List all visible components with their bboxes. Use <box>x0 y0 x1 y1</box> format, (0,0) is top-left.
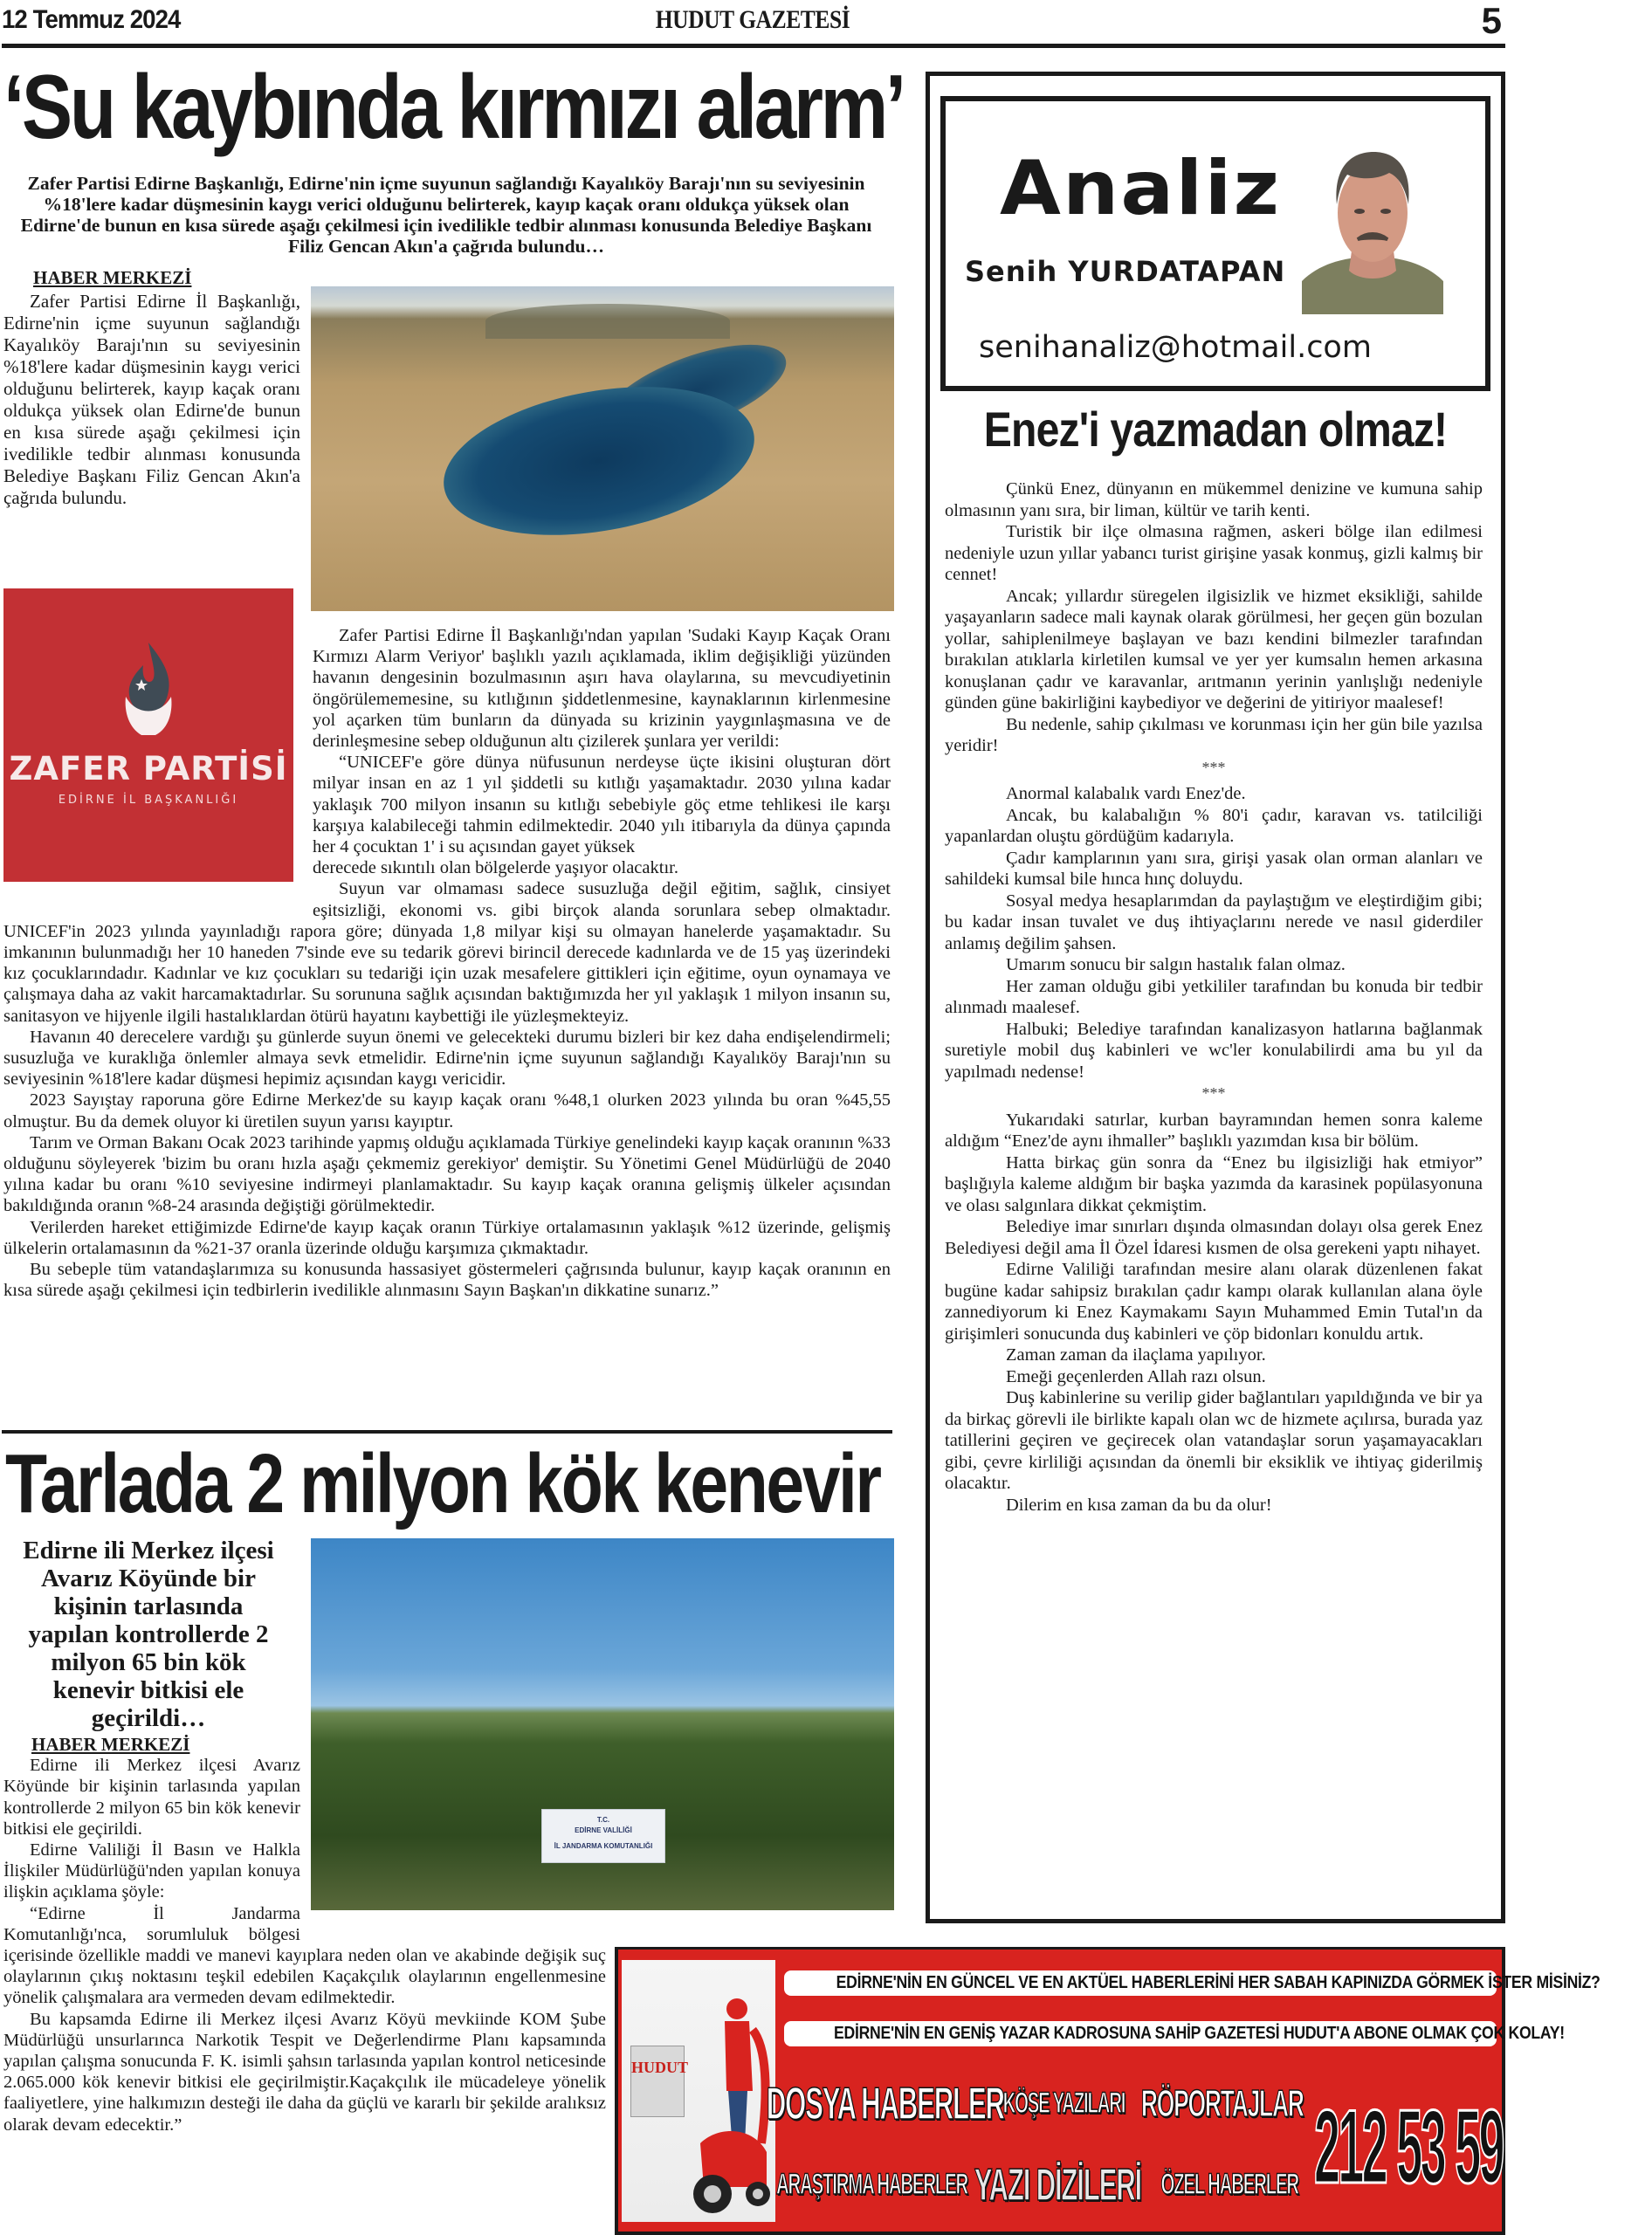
ad-category-row <box>776 2144 1308 2225</box>
body-paragraph: Suyun var olmaması sadece susuzluğa değil eğitim, sağlık, cinsiyet eşitsizliği, ekonomi vs. gibi birçok alanda sorunlara sebep olmaktadır. UNICEF'in 2023 yılında yayınladığı rapora göre; dünyada 1,8 milyar kişi su olmayan hanelerde yaşamaktadır. Su imkanının bulunmadığı her 10 haneden 7'sinde eve su tedarik görevi birincil derecede kadınlarda ve de 15 yaş üzerindeki kız çocuklarındadır. Kadınlar ve kız çocukları su tedariği için uzak mesafelere gittikleri için eğitime, oyun oynamaya ve çalışmaya daha az vakit harcamaktadırlar. Su sorununa sağlık açısından baktığımızda her yıl yaklaşık 1 milyon insanın su, sanitasyon ve hijyenle ilgili hastalıklardan ötürü hayatını kaybettiği ile yüzleşmekteyiz. <box>3 879 891 1026</box>
column-paragraph: Bu nedenle, sahip çıkılması ve korunması için her gün bile yazılsa yeridir! <box>945 714 1483 755</box>
masthead <box>2 0 1505 49</box>
logo-party-name: ZAFER PARTİSİ <box>9 750 288 787</box>
column-paragraph: Halbuki; Belediye tarafından kanalizasyon hatlarına bağlanmak suretiyle mobil duş kabinleri ve wc'ler konulabilirdi ama bu yıl da yapılmadı nedense! <box>945 1019 1483 1082</box>
column-paragraph: Dilerim en kısa zaman da bu da olur! <box>1006 1495 1272 1515</box>
column-paragraph: Çadır kamplarının yanı sıra, girişi yasak olan orman alanları ve sahildeki kumsal bile hınca hınç doluydu. <box>945 848 1483 889</box>
body-paragraph: Havanın 40 derecelere vardığı şu günlerde suyun önemi ve gelecekteki durumu bizleri bir kez daha endişelendirmeli; susuzluğa ve kuraklığa önlemler almaya sevk etmelidir. Edirne'nin içme suyunun sağlandığı Kayalıköy Barajı'nın su seviyesinin %18'lere kadar düşmesi hepimiz açısından kaygı vericidir. <box>3 1027 891 1090</box>
column-paragraph: Çünkü Enez, dünyanın en mükemmel denizine ve kumuna sahip olmasının yanı sıra, bir liman, kültür ve tarih kenti. <box>945 479 1483 520</box>
water-article-intro: Zafer Partisi Edirne İl Başkanlığı, Edirne'nin içme suyunun sağlandığı Kayalıköy Barajı'nın su seviyesinin %18'lere kadar düşmesinin kaygı verici olduğunu belirterek, kayıp kaçak oranı oldukça yüksek olan Edirne'de bunun en kısa sürede aşağı çekilmesi için ivedilikle tedbir alınması konusunda Belediye Başkanı Filiz Gencan Akın'a çağrıda bulundu. <box>3 291 300 508</box>
column-headline: Enez'i yazmadan olmaz! <box>983 402 1448 457</box>
body-paragraph: Tarım ve Orman Bakanı Ocak 2023 tarihinde yapmış olduğu açıklamada Türkiye genelindeki kayıp kaçak oranının %33 olduğunu söyleyerek 'bizim bu oranı hızla aşağı çekmemiz gerekiyor' demiştir. Su Yönetimi Genel Müdürlüğü de 2040 yılına kadar bu oranı %10 seviyesine indirmeyi planlamaktadır. Su kayıp kaçak oranına gelişmiş ülkeler açısından bakıldığında oranın %8-24 arasında değiştiği görülmektedir. <box>3 1132 891 1216</box>
column-paragraph: Yukarıdaki satırlar, kurban bayramından hemen sonra kaleme aldığım “Enez'de aynı ihmaller” başlıklı yazımdan kısa bir bölüm. <box>945 1110 1483 1151</box>
water-article-lead: Zafer Partisi Edirne Başkanlığı, Edirne'nin içme suyunun sağlandığı Kayalıköy Barajı'nın su seviyesinin %18'lere kadar düşmesinin kaygı verici olduğunu belirterek, kayıp kaçak oranı oldukça yüksek olan Edirne'de bunun en kısa sürede aşağı çekilmesi için ivedilikle tedbir alınması konusunda Belediye Başkanı Filiz Gencan Akın'a çağrıda bulundu… <box>20 173 872 257</box>
section-separator: *** <box>1201 1084 1226 1102</box>
ad-category: DOSYA HABERLER <box>766 2078 1005 2129</box>
ad-category: YAZI DİZİLERİ <box>974 2159 1141 2211</box>
hemp-article-headline: Tarlada 2 milyon kök kenevir <box>5 1437 880 1530</box>
column-paragraph: Hatta birkaç gün sonra da “Enez bu ilgisizliği hak etmiyor” başlığıyla kaleme aldığım bir başka yazımda da karasinek popülasyonuna ve olası salgınlara dikkat çekmiştim. <box>945 1152 1483 1215</box>
column-paragraph: Duş kabinlerine su verilip gider bağlantıları yapıldığında ve bir ya da birkaç görevli ile birlikte kapalı olan wc de hizmete açılırsa, burada yaz tatillerini geçiren ve geçirecek olan vatandaşlar sorun yaşamayacakları gibi, çevre kirliliği açısından da önemli bir eksiklik ve ihtiyaç giderilmiş olacaktır. <box>945 1388 1483 1493</box>
ad-category-box <box>1151 2168 1308 2202</box>
water-article-byline: HABER MERKEZİ <box>33 267 192 288</box>
ad-category: ARAŞTIRMA HABERLER <box>776 2168 968 2201</box>
water-article-left-column <box>3 267 300 509</box>
ad-headline-2 <box>784 2021 1565 2046</box>
column-paragraph: Ancak; yıllardır süregelen ilgisizlik ve hizmet eksikliği, sahilde yaşayanların sadece mali kaynak olarak görülmesi, her geçen gün bozulan yollar, sahiplenilmeye başlayan ve bazı kendini bilmezler tarafından bırakılan atıklarla kirletilen kumsal ve yer yer kumsalın hemen arkasına konuşlanan çadır ve karavanlar, arıtmanın yerinin yanlışlığı nedeniyle günden güne bakirliğini kaybediyor ve değerini de yitiriyor maalesef! <box>945 586 1483 712</box>
ad-headline-2-text: EDİRNE'NİN EN GENİŞ YAZAR KADROSUNA SAHİP GAZETESİ HUDUT'A ABONE OLMAK ÇOK KOLAY! <box>834 2024 1565 2043</box>
column-paragraph: Anormal kalabalık vardı Enez'de. <box>1006 784 1246 803</box>
column-body <box>945 478 1483 1516</box>
logo-float-spacer <box>3 625 313 903</box>
ad-category-box <box>1137 2082 1308 2126</box>
ad-headline-1-text: EDİRNE'NİN EN GÜNCEL VE EN AKTÜEL HABERLERİNİ HER SABAH KAPINIZDA GÖRMEK İSTER MİSİNİZ? <box>836 1973 1600 1992</box>
hemp-article-lead: Edirne ili Merkez ilçesi Avarız Köyünde bir kişinin tarlasında yapılan kontrollerde 2 milyon 65 bin kök kenevir bitkisi ele geçirildi… <box>23 1537 274 1732</box>
water-article-headline: ‘Su kaybında kırmızı alarm’ <box>3 57 904 158</box>
masthead-rule <box>2 44 1505 48</box>
page-number: 5 <box>1481 0 1502 41</box>
body-paragraph: Bu kapsamda Edirne ili Merkez ilçesi Avarız Köyü mevkiinde KOM Şube Müdürlüğü unsurlarınca Narkotik Tespit ve Değerlendirme Planı kapsamında yapılan çalışma sonucunda F. K. isimli şahsın tarlasında yapılan kontrol neticesinde 2.065.000 kök kenevir bitkisi ele geçirilmiştir.Kaçakçılık ile mücadeleye yönelik faaliyetlere, yine halkımızın desteği ile daha da güçlü ve kararlı bir şekilde aralıksız olarak devam edecektir.” <box>3 2009 606 2135</box>
ad-phone-box <box>1315 2068 1502 2225</box>
ad-category-box <box>766 2078 1005 2130</box>
ad-category-box <box>776 2168 968 2202</box>
photo-float-spacer <box>300 1537 606 1945</box>
column-paragraph: Emeği geçenlerden Allah razı olsun. <box>1006 1366 1266 1386</box>
ad-category-box <box>970 2159 1145 2211</box>
ad-category: RÖPORTAJLAR <box>1141 2081 1304 2125</box>
sign-line: T.C. <box>596 1816 610 1824</box>
subscription-ad-banner[interactable] <box>615 1947 1600 2235</box>
courier-illustration <box>622 1960 775 2222</box>
body-paragraph: Zafer Partisi Edirne İl Başkanlığı'ndan yapılan 'Sudaki Kayıp Kaçak Oranı Kırmızı Alarm Veriyor' başlıklı yazılı açıklamada, iklim değişikliği yüzünden havanın dengesinin bozulmasının aşırı hava olaylarına, su mevcudiyetinin öngörülememesine, su kıtlığının şiddetlenmesine, kaynaklarının kirlenmesine yol açarken tüm bunların da dünyada su krizinin yaygınlaşmasına ve de derinleşmesine sebep olduğunun altı çizilerek şunlara yer verildi: <box>313 626 891 752</box>
logo-party-subtitle: EDİRNE İL BAŞKANLIĞI <box>58 794 239 807</box>
dam-reservoir-photo <box>311 286 894 611</box>
column-paragraph: Zaman zaman da ilaçlama yapılıyor. <box>1006 1345 1266 1365</box>
body-paragraph: Edirne Valiliği İl Basın ve Halkla İlişkiler Müdürlüğü'nden yapılan konuya ilişkin açıklama şöyle: <box>3 1840 300 1902</box>
water-article-body <box>3 625 891 1302</box>
ad-category: KÖŞE YAZILARI <box>1002 2087 1125 2120</box>
scooter-courier-icon <box>683 1995 770 2222</box>
column-paragraph: Her zaman olduğu gibi yetkililer tarafından bu konuda bir tedbir alınmadı maalesef. <box>945 976 1483 1017</box>
column-author-email[interactable]: senihanaliz@hotmail.com <box>979 330 1372 365</box>
column-paragraph: Umarım sonucu bir salgın hastalık falan olmaz. <box>1006 955 1346 974</box>
column-section-title: Analiz <box>1000 145 1282 232</box>
column-paragraph: Belediye imar sınırları dışında olmasından dolayı olsa gerek Enez Belediyesi değil ama İl Özel İdaresi kısmen de olsa gerekeni yaptı nihayet. <box>945 1217 1483 1258</box>
column-paragraph: Ancak, bu kalabalığın % 80'i çadır, karavan vs. tatilciliği yapanlardan oluştu gördüğüm kadarıyla. <box>945 805 1483 846</box>
paper-label: HUDUT <box>631 2059 689 2076</box>
sign-line: EDİRNE VALİLİĞİ <box>575 1826 632 1834</box>
column-author-name: Senih YURDATAPAN <box>965 255 1286 288</box>
sign-line: İL JANDARMA KOMUTANLIĞI <box>554 1842 653 1850</box>
ad-category-row <box>766 2063 1308 2144</box>
column-paragraph: Sosyal medya hesaplarımdan da paylaştığım ve eleştirdiğim gibi; bu kadar insan tuvalet ve duş ihtiyaçlarını nerede ve nasıl giderdiler anlamış değilim şahsen. <box>945 891 1483 953</box>
author-photo <box>1302 141 1443 314</box>
author-card <box>940 96 1490 391</box>
body-paragraph: “Edirne İl Jandarma Komutanlığı'nca, sorumluluk bölgesi içerisinde özellikle maddi ve manevi kayıplara neden olan ve akabinde değişik suç olaylarının çıkış noktasını teşkil edebilen Kaçakçılık olaylarının engellenmesine yönelik çalışmalara ara vermeden devam edilmektedir. <box>3 1903 606 2008</box>
body-paragraph: Verilerden hareket ettiğimizde Edirne'de kayıp kaçak oranın Türkiye ortalamasının yaklaşık %12 üzerinde, gelişmiş ülkelerin ortalamasının da %21-37 oranla üzerinde olduğu karşımıza çıkmaktadır. <box>3 1217 891 1258</box>
author-portrait-icon <box>1302 141 1443 314</box>
photo-hill <box>485 304 730 339</box>
body-paragraph: derecede sıkıntılı olan bölgelerde yaşıyor olacaktır. <box>313 858 678 878</box>
hemp-article-byline: HABER MERKEZİ <box>31 1734 190 1755</box>
issue-date: 12 Temmuz 2024 <box>2 5 181 34</box>
hemp-article-body <box>3 1537 606 2235</box>
newspaper-name: HUDUT GAZETESİ <box>655 5 850 34</box>
section-separator: *** <box>1201 758 1226 776</box>
body-paragraph: Edirne ili Merkez ilçesi Avarız Köyünde bir kişinin tarlasında yapılan kontrollerde 2 milyon 65 bin kök kenevir bitkisi ele geçirildi. <box>3 1756 300 1839</box>
ad-phone-number[interactable]: 212 53 59 <box>1314 2088 1503 2205</box>
body-paragraph: “UNICEF'e göre dünya nüfusunun nerdeyse üçte ikisini oluşturan dört milyar insan en az 1 yıl şiddetli su kıtlığı yaşamaktadır. 2030 yılına kadar yaklaşık 700 milyon insanın su kıtlığı sebebiyle göç etme tehlikesi ile karşı karşıya kalabileceği tahmin edilmektedir. 2040 yılı itibarıyla da dünya çapında her 4 çocuktan 1' i su açısından gayet yüksek <box>313 753 891 857</box>
article-divider <box>2 1430 892 1434</box>
body-paragraph: Bu sebeple tüm vatandaşlarımıza su konusunda hassasiyet göstermeleri çağrısında bulunur, kayıp kaçak oranının en kısa sürede aşağı çekilmesi için tedbirlerin ivedilikle alınmasını Sayın Başkan'ın dikkatine sunarız.” <box>3 1260 891 1301</box>
column-paragraph: Edirne Valiliği tarafından mesire alanı olarak düzenlenen fakat bugüne kadar sahipsiz bırakılan çadır kampı olarak kullanılan alana öyle zannediyorum ki Enez Kaymakamı Sayın Muhammed Emin Tutal'ın da girişimleri sonucunda duş kabinleri ve çöp bidonları konuldu artık. <box>945 1260 1483 1344</box>
ad-category: ÖZEL HABERLER <box>1160 2168 1298 2201</box>
body-paragraph: 2023 Sayıştay raporuna göre Edirne Merkez'de su kayıp kaçak oranı %48,1 olurken 2023 yılında bu oran %45,55 olmuştur. Bu da demek oluyor ki üretilen suyun yarısı kayıptır. <box>3 1090 891 1131</box>
ad-headline-1 <box>784 1970 1600 1996</box>
ad-categories <box>766 2063 1308 2225</box>
ad-category-box <box>994 2087 1133 2121</box>
newspaper-stack <box>630 2046 689 2117</box>
column-paragraph: Turistik bir ilçe olmasına rağmen, askeri bölge ilan edilmesi nedeniyle uzun yıllar yabancı turist girişine yasak konmuş, gizli kalmış bir cennet! <box>945 522 1483 584</box>
